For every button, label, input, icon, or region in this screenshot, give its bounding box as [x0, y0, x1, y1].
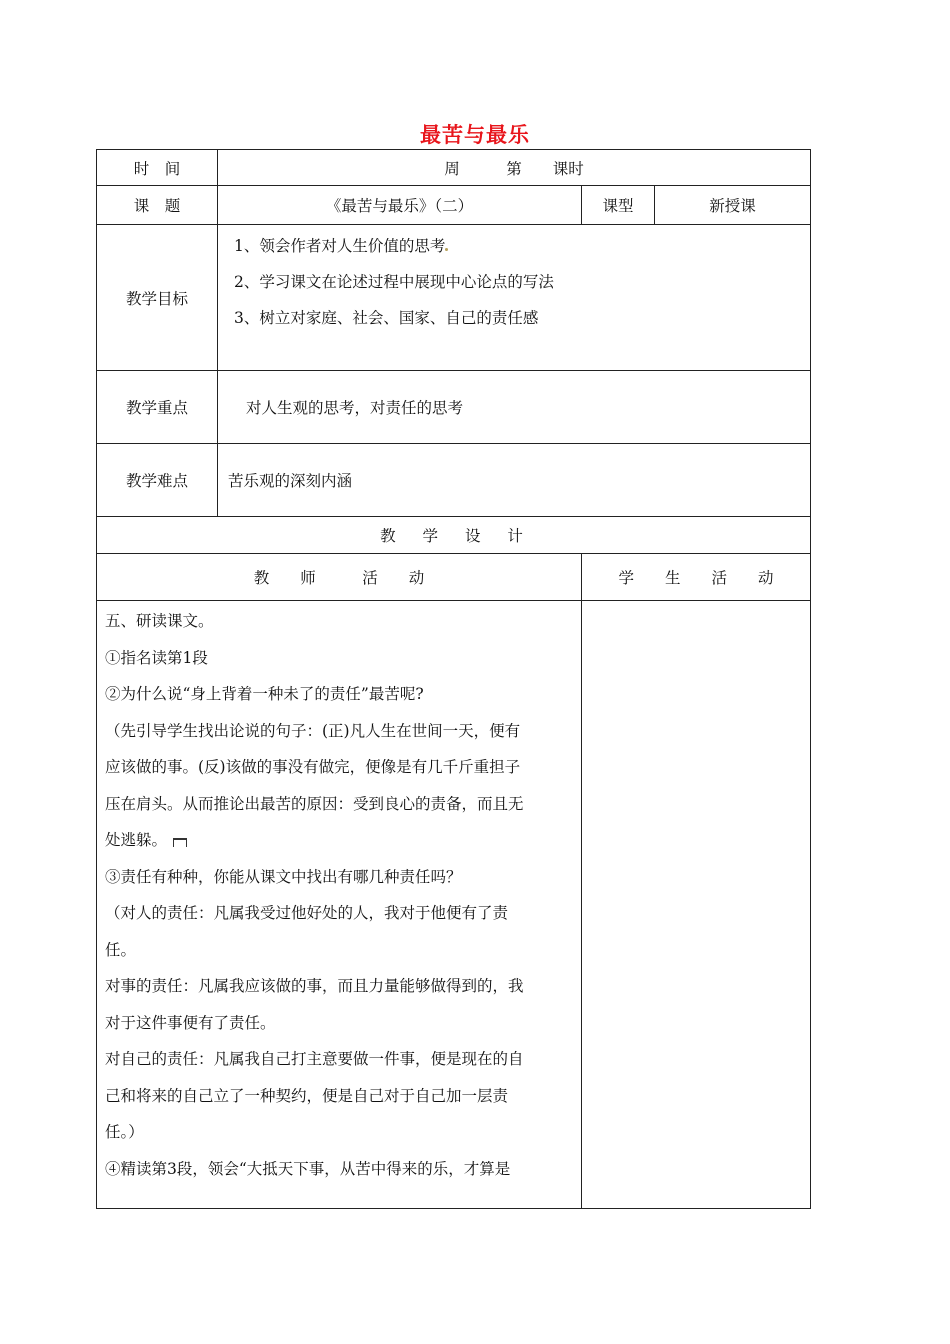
teacher-line: 对事的责任：凡属我应该做的事，而且力量能够做得到的，我: [105, 977, 524, 995]
difficulties-label: 教学难点: [97, 444, 218, 517]
design-heading: 教 学 设 计: [97, 517, 811, 554]
time-value: 周 第 课时: [218, 150, 811, 186]
teacher-line: 处逃躲。: [105, 822, 571, 859]
topic-label: 课 题: [97, 186, 218, 225]
difficulties-value: 苦乐观的深刻内涵: [218, 444, 811, 517]
difficulties-row: [97, 444, 811, 517]
student-activity-heading: 学 生 活 动: [582, 554, 811, 601]
time-row: [97, 150, 811, 186]
teacher-line: 五、研读课文。: [105, 612, 214, 630]
teacher-line: 应该做的事。(反)该做的事没有做完，便像是有几千斤重担子: [105, 758, 521, 776]
teacher-line: （先引导学生找出论说的句子：(正)凡人生在世间一天，便有: [105, 721, 521, 740]
teacher-line: 对自己的责任：凡属我自己打主意要做一件事，便是现在的自: [105, 1050, 524, 1068]
goals-row: [97, 225, 811, 371]
teacher-line: 任。: [105, 940, 137, 959]
design-heading-row: [97, 517, 811, 554]
topic-value: 《最苦与最乐》（二）: [218, 186, 582, 225]
goal-item-2: 2、学习课文在论述过程中展现中心论点的写法: [234, 273, 554, 291]
goal-item-3: 3、树立对家庭、社会、国家、自己的责任感: [234, 309, 539, 327]
time-label: 时 间: [97, 150, 218, 186]
lesson-type-label: 课型: [582, 186, 655, 225]
teacher-line: 对于这件事便有了责任。: [105, 1013, 276, 1032]
teacher-line: 任。）: [105, 1123, 144, 1141]
edit-mark-icon: [173, 838, 187, 847]
goal-item-1: 1、领会作者对人生价值的思考: [234, 231, 810, 267]
activity-heading-row: [97, 554, 811, 601]
lesson-type-value: 新授课: [655, 186, 811, 225]
key-points-value: 对人生观的思考，对责任的思考: [218, 371, 811, 444]
activity-body-row: [97, 601, 811, 1209]
goals-list: [218, 225, 811, 371]
document-title: 最苦与最乐: [420, 123, 530, 147]
teacher-activity-heading: 教 师 活 动: [97, 554, 582, 601]
teacher-line: ③责任有种种，你能从课文中找出有哪几种责任吗？: [105, 867, 462, 886]
lesson-plan-table: [96, 149, 811, 1209]
teacher-line: ④精读第3段，领会“大抵天下事，从苦中得来的乐，才算是: [105, 1159, 511, 1178]
teacher-line: ②为什么说“身上背着一种未了的责任”最苦呢?: [105, 685, 424, 703]
teacher-line: 压在肩头。从而推论出最苦的原因：受到良心的责备，而且无: [105, 794, 524, 813]
teacher-line: （对人的责任：凡属我受过他好处的人，我对于他便有了责: [105, 904, 509, 922]
goals-label: 教学目标: [97, 225, 218, 371]
topic-row: [97, 186, 811, 225]
teacher-activity-content: [97, 601, 582, 1209]
teacher-line: 己和将来的自己立了一种契约，便是自己对于自己加一层责: [105, 1086, 509, 1105]
key-points-row: [97, 371, 811, 444]
teacher-line: ①指名读第1段: [105, 648, 208, 667]
stray-dot: [445, 248, 448, 251]
key-points-label: 教学重点: [97, 371, 218, 444]
student-activity-content: [582, 601, 811, 1209]
